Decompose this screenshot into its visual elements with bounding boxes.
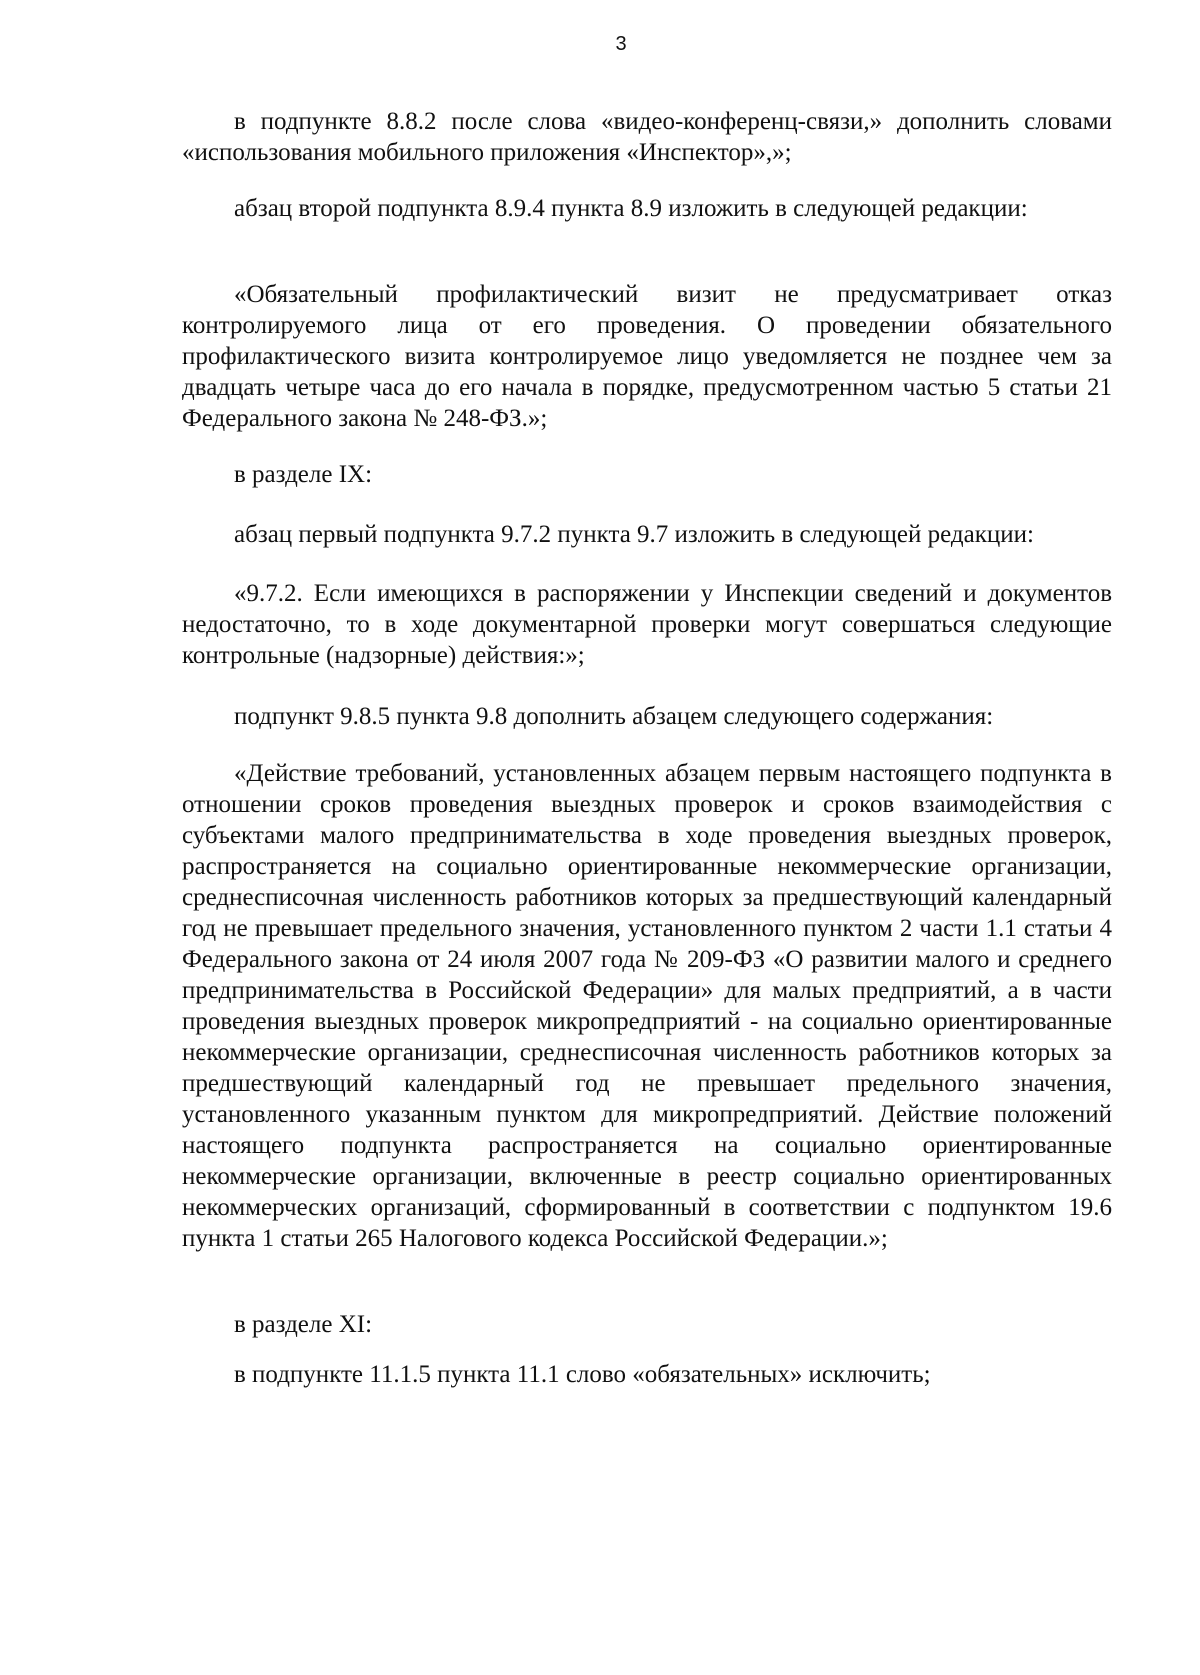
paragraph-8-8-2-amendment: в подпункте 8.8.2 после слова «видео-конференц-связи,» дополнить словами «использования мобильного приложения «Инспектор»,»; [182,108,1112,166]
paragraph-9-8-5-quote: «Действие требований, установленных абзацем первым настоящего подпункта в отношении сроков проведения выездных проверок и сроков взаимодействия с субъектами малого предпринимательства в ходе проведения выездных проверок, распространяется на социально ориентированные некоммерческие организации, среднесписочная численность работников которых за предшествующий календарный год не превышает предельного значения, установленного пунктом 2 части 1.1 статьи 4 Федерального закона от 24 июля 2007 года № 209-ФЗ «О развитии малого и среднего предпринимательства в Российской Федерации» для малых предприятий, а в части проведения выездных проверок микропредприятий - на социально ориентированные некоммерческие организации, среднесписочная численность работников которых за предшествующий календарный год не превышает предельного значения, установленного указанным пунктом для микропредприятий. Действие положений настоящего подпункта распространяется на социально ориентированные некоммерческие организации, включенные в реестр социально ориентированных некоммерческих организаций, сформированный в соответствии с подпунктом 19.6 пункта 1 статьи 265 Налогового кодекса Российской Федерации.»; [182,760,1112,1252]
paragraph-8-9-4-intro: абзац второй подпункта 8.9.4 пункта 8.9 изложить в следующей редакции: [234,195,1028,222]
paragraph-9-7-2-intro: абзац первый подпункта 9.7.2 пункта 9.7 изложить в следующей редакции: [234,521,1034,548]
section-ix-heading: в разделе IX: [234,461,373,488]
paragraph-9-7-2-quote: «9.7.2. Если имеющихся в распоряжении у Инспекции сведений и документов недостаточно, то в ходе документарной проверки могут совершаться следующие контрольные (надзорные) действия:»; [182,580,1112,669]
paragraph-8-9-4-quote: «Обязательный профилактический визит не предусматривает отказ контролируемого лица от его проведения. О проведении обязательного профилактического визита контролируемое лицо уведомляется не позднее чем за двадцать четыре часа до его начала в порядке, предусмотренном частью 5 статьи 21 Федерального закона № 248-ФЗ.»; [182,281,1112,432]
section-xi-heading: в разделе XI: [234,1311,373,1338]
paragraph-9-8-5-intro: подпункт 9.8.5 пункта 9.8 дополнить абзацем следующего содержания: [234,703,994,730]
paragraph-11-1-5-amendment: в подпункте 11.1.5 пункта 11.1 слово «обязательных» исключить; [234,1361,931,1388]
page-number: 3 [615,33,627,55]
